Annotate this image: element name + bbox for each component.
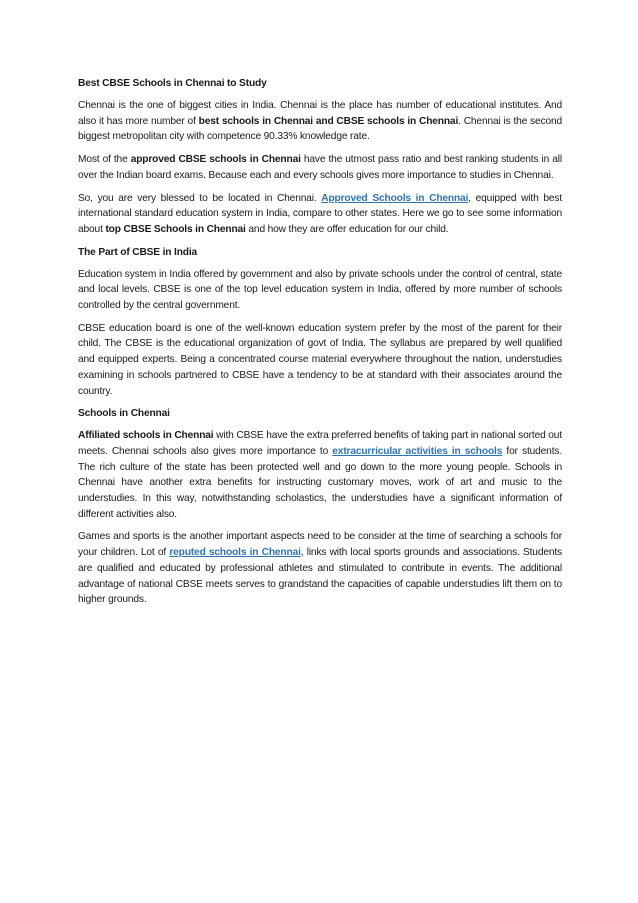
bold-phrase: approved CBSE schools in Chennai: [130, 154, 301, 166]
paragraph-education-system: Education system in India offered by government and also by private schools under the control of central, state and local levels. CBSE is one of the top level education system in India, offered by more number of schools controlled by the central government.: [78, 268, 562, 312]
paragraph-text: Most of the: [78, 154, 131, 166]
link-approved-schools-in-chennai[interactable]: Approved Schools in Chennai: [321, 192, 469, 204]
paragraph-chennai-intro: [78, 98, 562, 145]
paragraph-blessed-located: [78, 191, 562, 238]
paragraph-text: So, you are very blessed to be located in Chennai.: [78, 192, 322, 204]
paragraph-approved-schools: [78, 152, 562, 183]
paragraph-text: . Chennai is the second biggest metropolitan city with competence 90.33% knowledge rate.: [78, 115, 562, 143]
link-reputed-schools-in-chennai[interactable]: reputed schools in Chennai: [169, 547, 301, 559]
paragraph-games-and-sports: [78, 529, 562, 608]
link-extracurricular-activities[interactable]: extracurricular activities in schools: [332, 445, 503, 457]
paragraph-text: and how they are offer education for our child.: [245, 223, 449, 235]
paragraph-text: Chennai is the one of biggest cities in India. Chennai is the place has number of educational institutes. And also it has more number of: [78, 100, 562, 127]
paragraph-text: , equipped with best international standard education system in India, compare to other states. Here we go to see some information about: [78, 192, 562, 235]
paragraph-text: for students. The rich culture of the state has been protected well and go down to the more young people. Schools in Chennai have another extra benefits for instructing customary moves, work of art and music to the understudies. In this way, notwithstanding scholastics, the understudies have a significant information of different activities also.: [78, 445, 562, 520]
document-page: [78, 76, 562, 615]
bold-phrase: Affiliated schools in Chennai: [78, 430, 214, 442]
paragraph-cbse-board: CBSE education board is one of the well-known education system prefer by the most of the parent for their child. The CBSE is the educational organization of govt of India. The syllabus are prepared by well qualified and equipped experts. Being a concentrated course material everywhere throughout the nation, understudies examining in schools partnered to CBSE have a tendency to be at standard with their associates around the country.: [78, 322, 562, 397]
bold-phrase: top CBSE Schools in Chennai: [105, 223, 246, 235]
paragraph-text: Games and sports is the another important aspects need to be consider at the time of searching a schools for your children. Lot of: [78, 531, 562, 559]
heading-schools-in-chennai: Schools in Chennai: [78, 408, 170, 420]
heading-part-of-cbse: The Part of CBSE in India: [78, 246, 198, 258]
paragraph-text: have the utmost pass ratio and best ranking students in all over the Indian board exams. Because each and every schools gives more importance to studies in Chennai.: [78, 154, 562, 181]
paragraph-text: with CBSE have the extra preferred benefits of taking part in national sorted out meets. Chennai schools also gives more importance to: [78, 430, 562, 457]
paragraph-text: , links with local sports grounds and associations. Students are qualified and educated by professional athletes and stimulated to contribute in events. The additional advantage of national CBSE meets serves to grandstand the capacities of capable understudies lift them on to higher grounds.: [78, 547, 562, 606]
paragraph-affiliated-schools: [78, 428, 562, 522]
heading-best-cbse-schools: Best CBSE Schools in Chennai to Study: [78, 78, 267, 89]
bold-phrase: best schools in Chennai and CBSE schools in Chennai: [198, 115, 459, 127]
